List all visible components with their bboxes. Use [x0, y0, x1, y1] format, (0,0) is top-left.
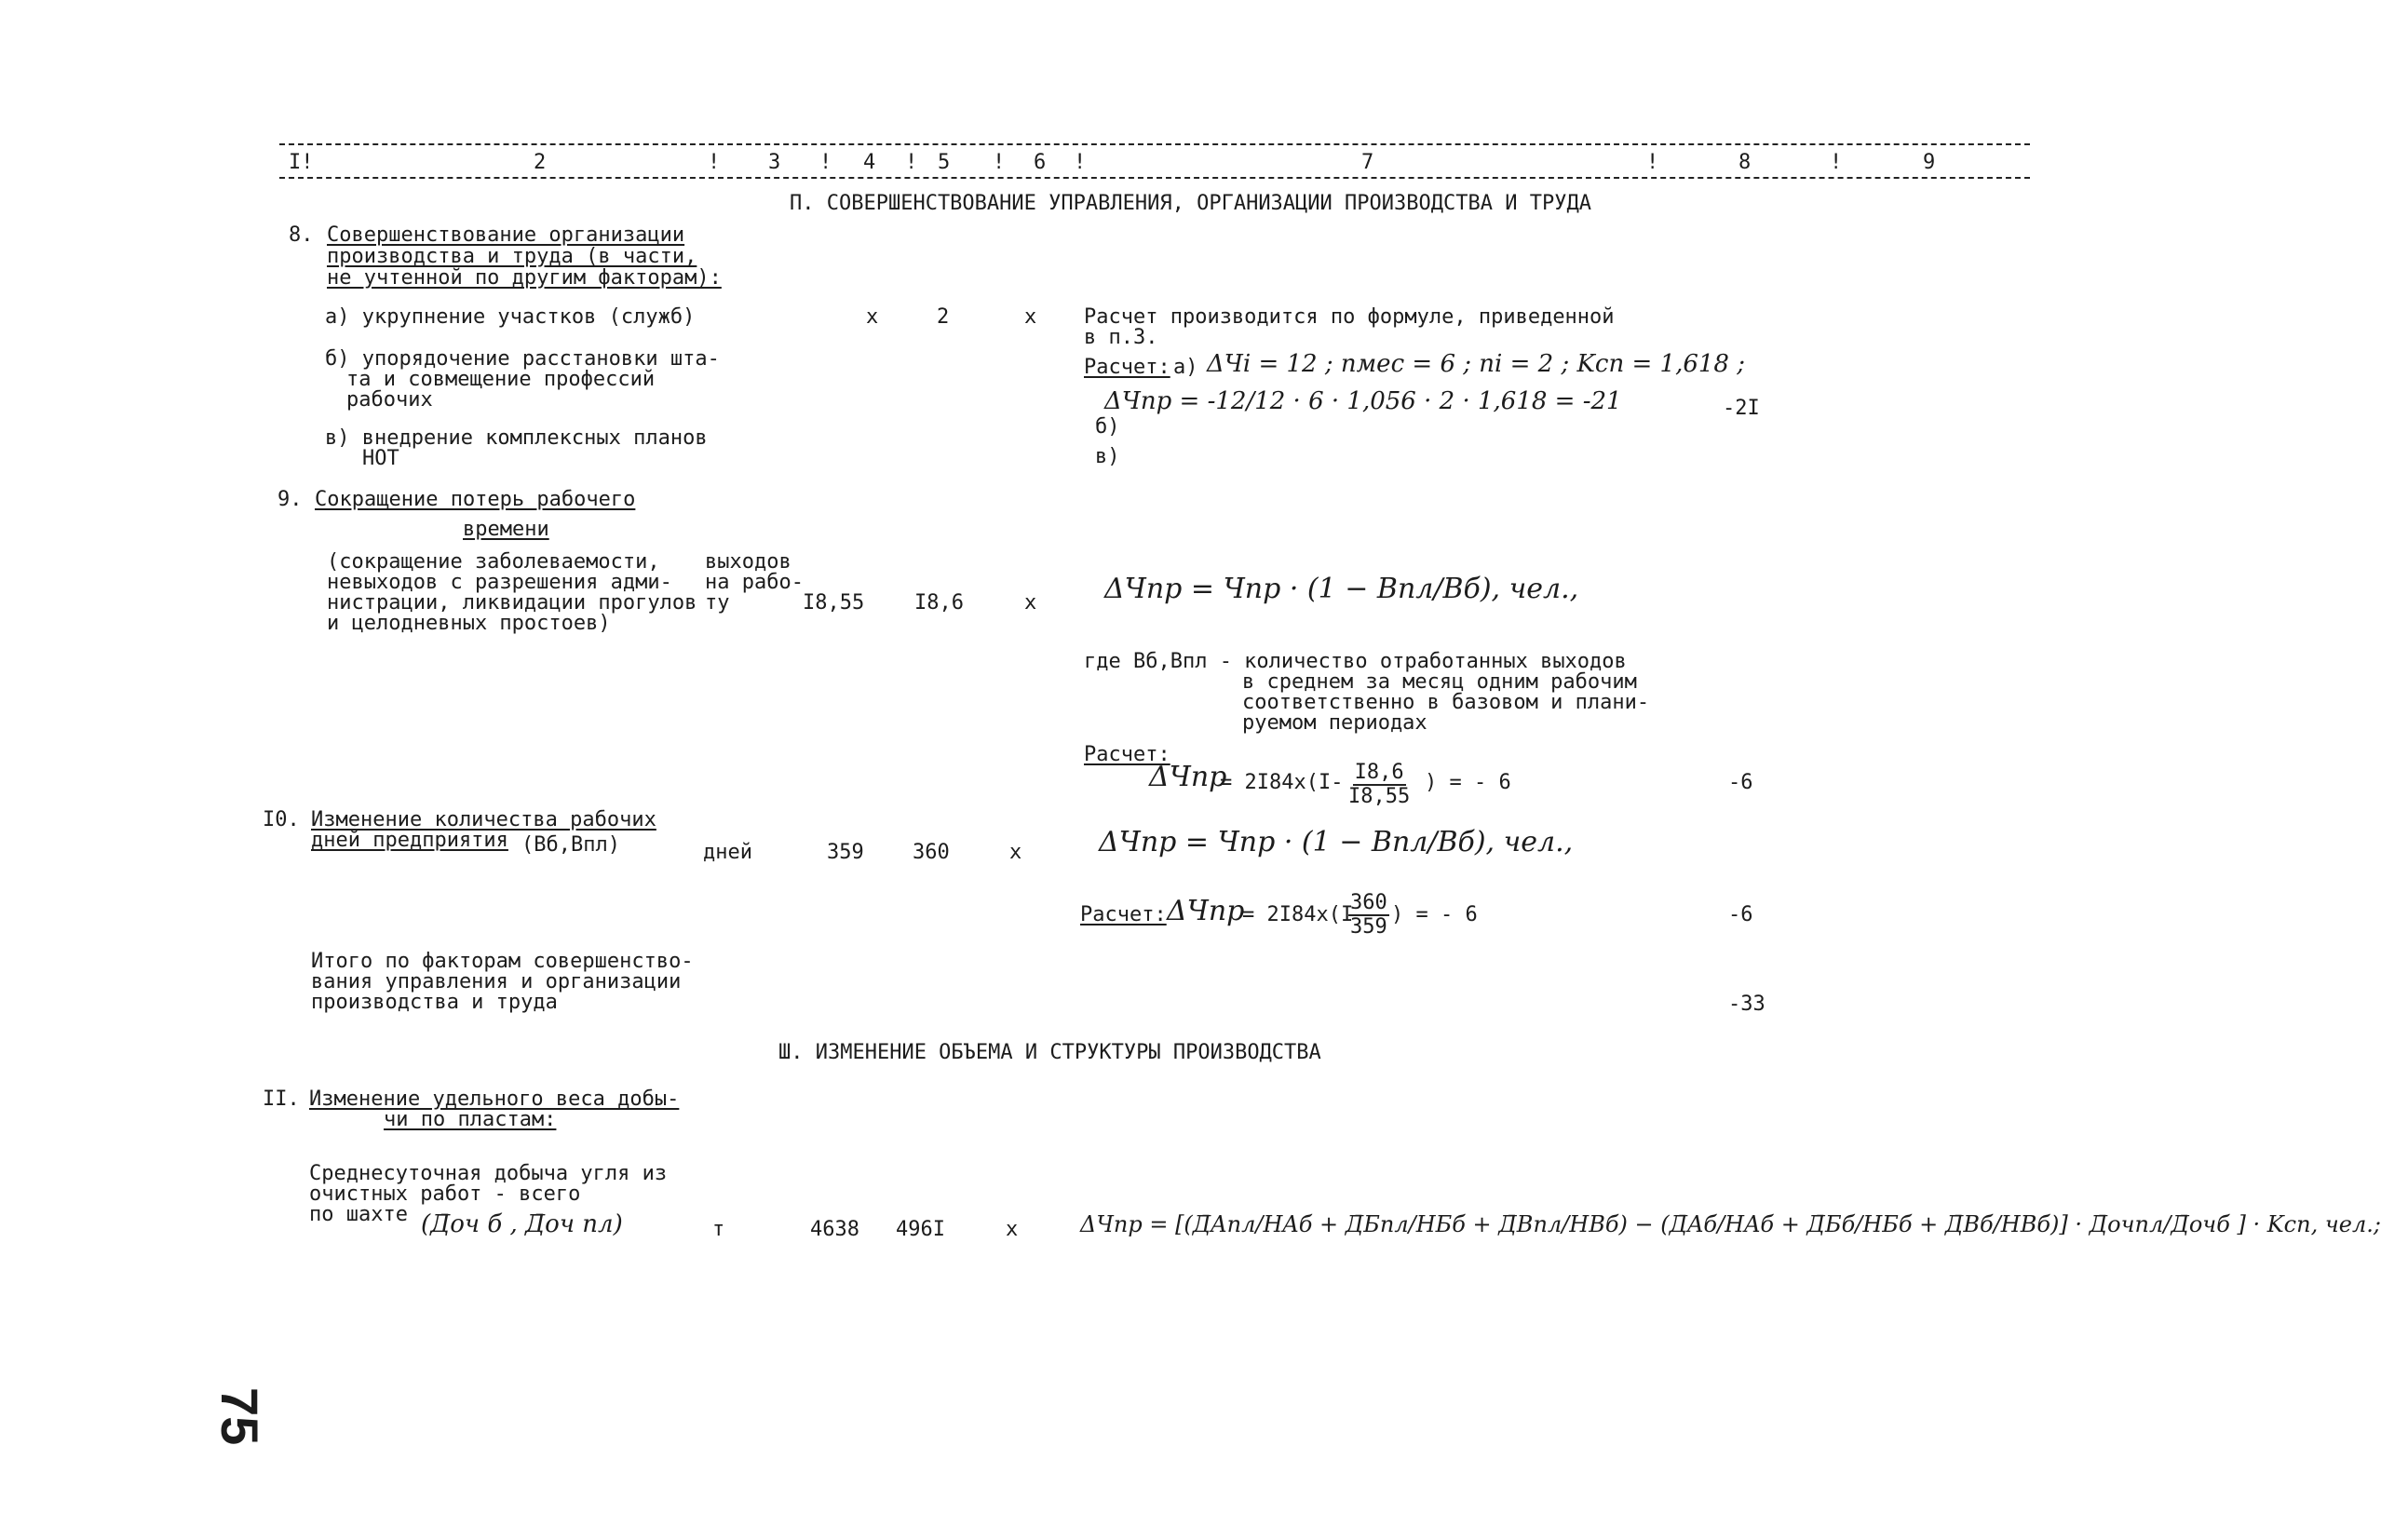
- fraction-denominator: I8,55: [1348, 785, 1411, 808]
- sub-item-c: НОТ: [362, 447, 399, 470]
- where-note: соответственно в базовом и плани-: [1242, 691, 1650, 714]
- item-title: производства и труда (в части,: [327, 245, 697, 268]
- result-value: -6: [1728, 903, 1753, 926]
- header-col-7: 7: [1361, 151, 1374, 174]
- header-sep: !: [993, 151, 1006, 174]
- calc-expression: = 2I84x(I-: [1242, 903, 1366, 926]
- handwritten-formula: ΔЧпр = Чпр · (1 − Bпл/Bб), чел.,: [1099, 826, 1574, 858]
- total-label: производства и труда: [311, 991, 558, 1014]
- unit: ту: [705, 591, 730, 615]
- item-desc: Среднесуточная добыча угля из: [309, 1162, 668, 1185]
- handwritten-formula: ΔЧпр = Чпр · (1 − Bпл/Bб), чел.,: [1104, 573, 1579, 605]
- header-col-3: 3: [768, 151, 781, 174]
- calc-expression: ) = - 6: [1425, 771, 1511, 794]
- item-desc: нистрации, ликвидации прогулов: [327, 591, 697, 615]
- item-title-symbols: (Bб,Bпл): [521, 833, 620, 857]
- calc-expression: ) = - 6: [1391, 903, 1478, 926]
- unit: дней: [703, 841, 752, 864]
- header-col-4: 4: [863, 151, 876, 174]
- calc-label: Расчет:: [1080, 903, 1167, 926]
- page-number: 75: [210, 1387, 269, 1446]
- item-title: Совершенствование организации: [327, 223, 685, 247]
- item-title: времени: [463, 518, 549, 541]
- item-title: Изменение удельного веса добы-: [309, 1087, 680, 1111]
- col-5-value: 2: [937, 305, 950, 329]
- sub-item-b: рабочих: [346, 388, 433, 412]
- sub-item-a: а) укрупнение участков (служб): [325, 305, 696, 329]
- item-number: 8.: [289, 223, 314, 247]
- col-5-value: I8,6: [914, 591, 964, 615]
- item-desc-symbols: (Д̄оч б , Д̄оч пл): [421, 1210, 623, 1238]
- col-6-value: x: [1009, 841, 1022, 864]
- item-desc: очистных работ - всего: [309, 1182, 581, 1206]
- col-4-value: x: [866, 305, 879, 329]
- unit: т: [712, 1218, 725, 1241]
- sub-item-b: б) упорядочение расстановки шта-: [325, 347, 720, 371]
- unit: выходов: [705, 550, 791, 574]
- header-col-5: 5: [938, 151, 951, 174]
- calc-a-label: а): [1173, 356, 1198, 379]
- handwritten-calc: ΔЧi = 12 ; nмес = 6 ; ni = 2 ; Kсп = 1,618 ;: [1207, 350, 1745, 378]
- header-sep: !: [819, 151, 832, 174]
- section-3-title: Ш. ИЗМЕНЕНИЕ ОБЪЕМА И СТРУКТУРЫ ПРОИЗВОДСТВА: [778, 1041, 1321, 1064]
- item-title: чи по пластам:: [384, 1108, 557, 1131]
- col-6-value: x: [1024, 305, 1037, 329]
- header-sep: !: [905, 151, 918, 174]
- handwritten-calc: ΔЧпр: [1167, 895, 1245, 927]
- fraction-denominator: 359: [1350, 915, 1387, 939]
- handwritten-calc: ΔЧпр = -12/12 · 6 · 1,056 · 2 · 1,618 = -21: [1104, 387, 1622, 415]
- total-label: вания управления и организации: [311, 970, 682, 993]
- sub-item-b: та и совмещение профессий: [346, 368, 656, 391]
- result-value: -6: [1728, 771, 1753, 794]
- col-4-value: I8,55: [803, 591, 865, 615]
- item-desc: и целодневных простоев): [327, 612, 611, 635]
- header-sep: !: [1074, 151, 1087, 174]
- handwritten-calc: ΔЧпр: [1149, 761, 1227, 793]
- col-5-value: 360: [913, 841, 950, 864]
- section-2-title: П. СОВЕРШЕНСТВОВАНИЕ УПРАВЛЕНИЯ, ОРГАНИЗАЦИИ ПРОИЗВОДСТВА И ТРУДА: [790, 192, 1591, 215]
- where-note: в среднем за месяц одним рабочим: [1242, 670, 1637, 694]
- calc-c-label: в): [1095, 445, 1120, 468]
- calc-label: Расчет:: [1084, 356, 1170, 379]
- item-title: не учтенной по другим факторам):: [327, 266, 722, 290]
- total-label: Итого по факторам совершенство-: [311, 950, 694, 973]
- handwritten-formula: ΔЧпр = [(Д̄Aпл/HAб + Д̄Бпл/HБб + Д̄Впл/HВб) − (Д̄Aб/HAб + Д̄Бб/HБб + Д̄Вб/HВб)] · Д̄очпл/Д̄очб ] · Kсп, чел.;: [1080, 1211, 2381, 1237]
- calc-fraction: [1348, 892, 1389, 939]
- item-number: II.: [263, 1087, 300, 1111]
- formula-note: Расчет производится по формуле, приведенной: [1084, 305, 1615, 329]
- where-note: где Bб,Bпл - количество отработанных выходов: [1084, 650, 1627, 673]
- item-desc: невыходов с разрешения адми-: [327, 571, 672, 594]
- col-6-value: x: [1024, 591, 1037, 615]
- col-5-value: 496I: [896, 1218, 945, 1241]
- item-title: Сокращение потерь рабочего: [315, 488, 636, 511]
- item-number: I0.: [263, 808, 300, 831]
- header-bottom-rule: [279, 177, 2030, 179]
- unit: на рабо-: [705, 571, 804, 594]
- header-sep: !: [1830, 151, 1843, 174]
- item-title: дней предприятия: [311, 829, 508, 852]
- header-sep: !: [1646, 151, 1659, 174]
- fraction-numerator: 360: [1350, 891, 1387, 914]
- header-col-8: 8: [1738, 151, 1752, 174]
- header-col-2: 2: [534, 151, 547, 174]
- where-note: руемом периодах: [1242, 711, 1427, 735]
- result-value: -2I: [1723, 397, 1760, 420]
- fraction-numerator: I8,6: [1354, 761, 1404, 784]
- col-4-value: 4638: [810, 1218, 859, 1241]
- result-value: -33: [1728, 993, 1765, 1016]
- header-col-9: 9: [1923, 151, 1936, 174]
- calc-label: Расчет:: [1084, 743, 1170, 766]
- item-desc: (сокращение заболеваемости,: [327, 550, 660, 574]
- sub-item-c: в) внедрение комплексных планов: [325, 426, 708, 450]
- col-4-value: 359: [827, 841, 864, 864]
- calc-b-label: б): [1095, 415, 1120, 439]
- header-sep: !: [708, 151, 721, 174]
- header-col-1: I!: [289, 151, 314, 174]
- item-number: 9.: [277, 488, 303, 511]
- formula-note: в п.3.: [1084, 326, 1158, 349]
- calc-expression: = 2I84x(I-: [1220, 771, 1344, 794]
- header-col-6: 6: [1034, 151, 1047, 174]
- item-title: Изменение количества рабочих: [311, 808, 656, 831]
- calc-fraction: [1348, 762, 1410, 808]
- item-desc: по шахте: [309, 1203, 408, 1226]
- col-6-value: x: [1006, 1218, 1019, 1241]
- header-top-rule: [279, 143, 2030, 145]
